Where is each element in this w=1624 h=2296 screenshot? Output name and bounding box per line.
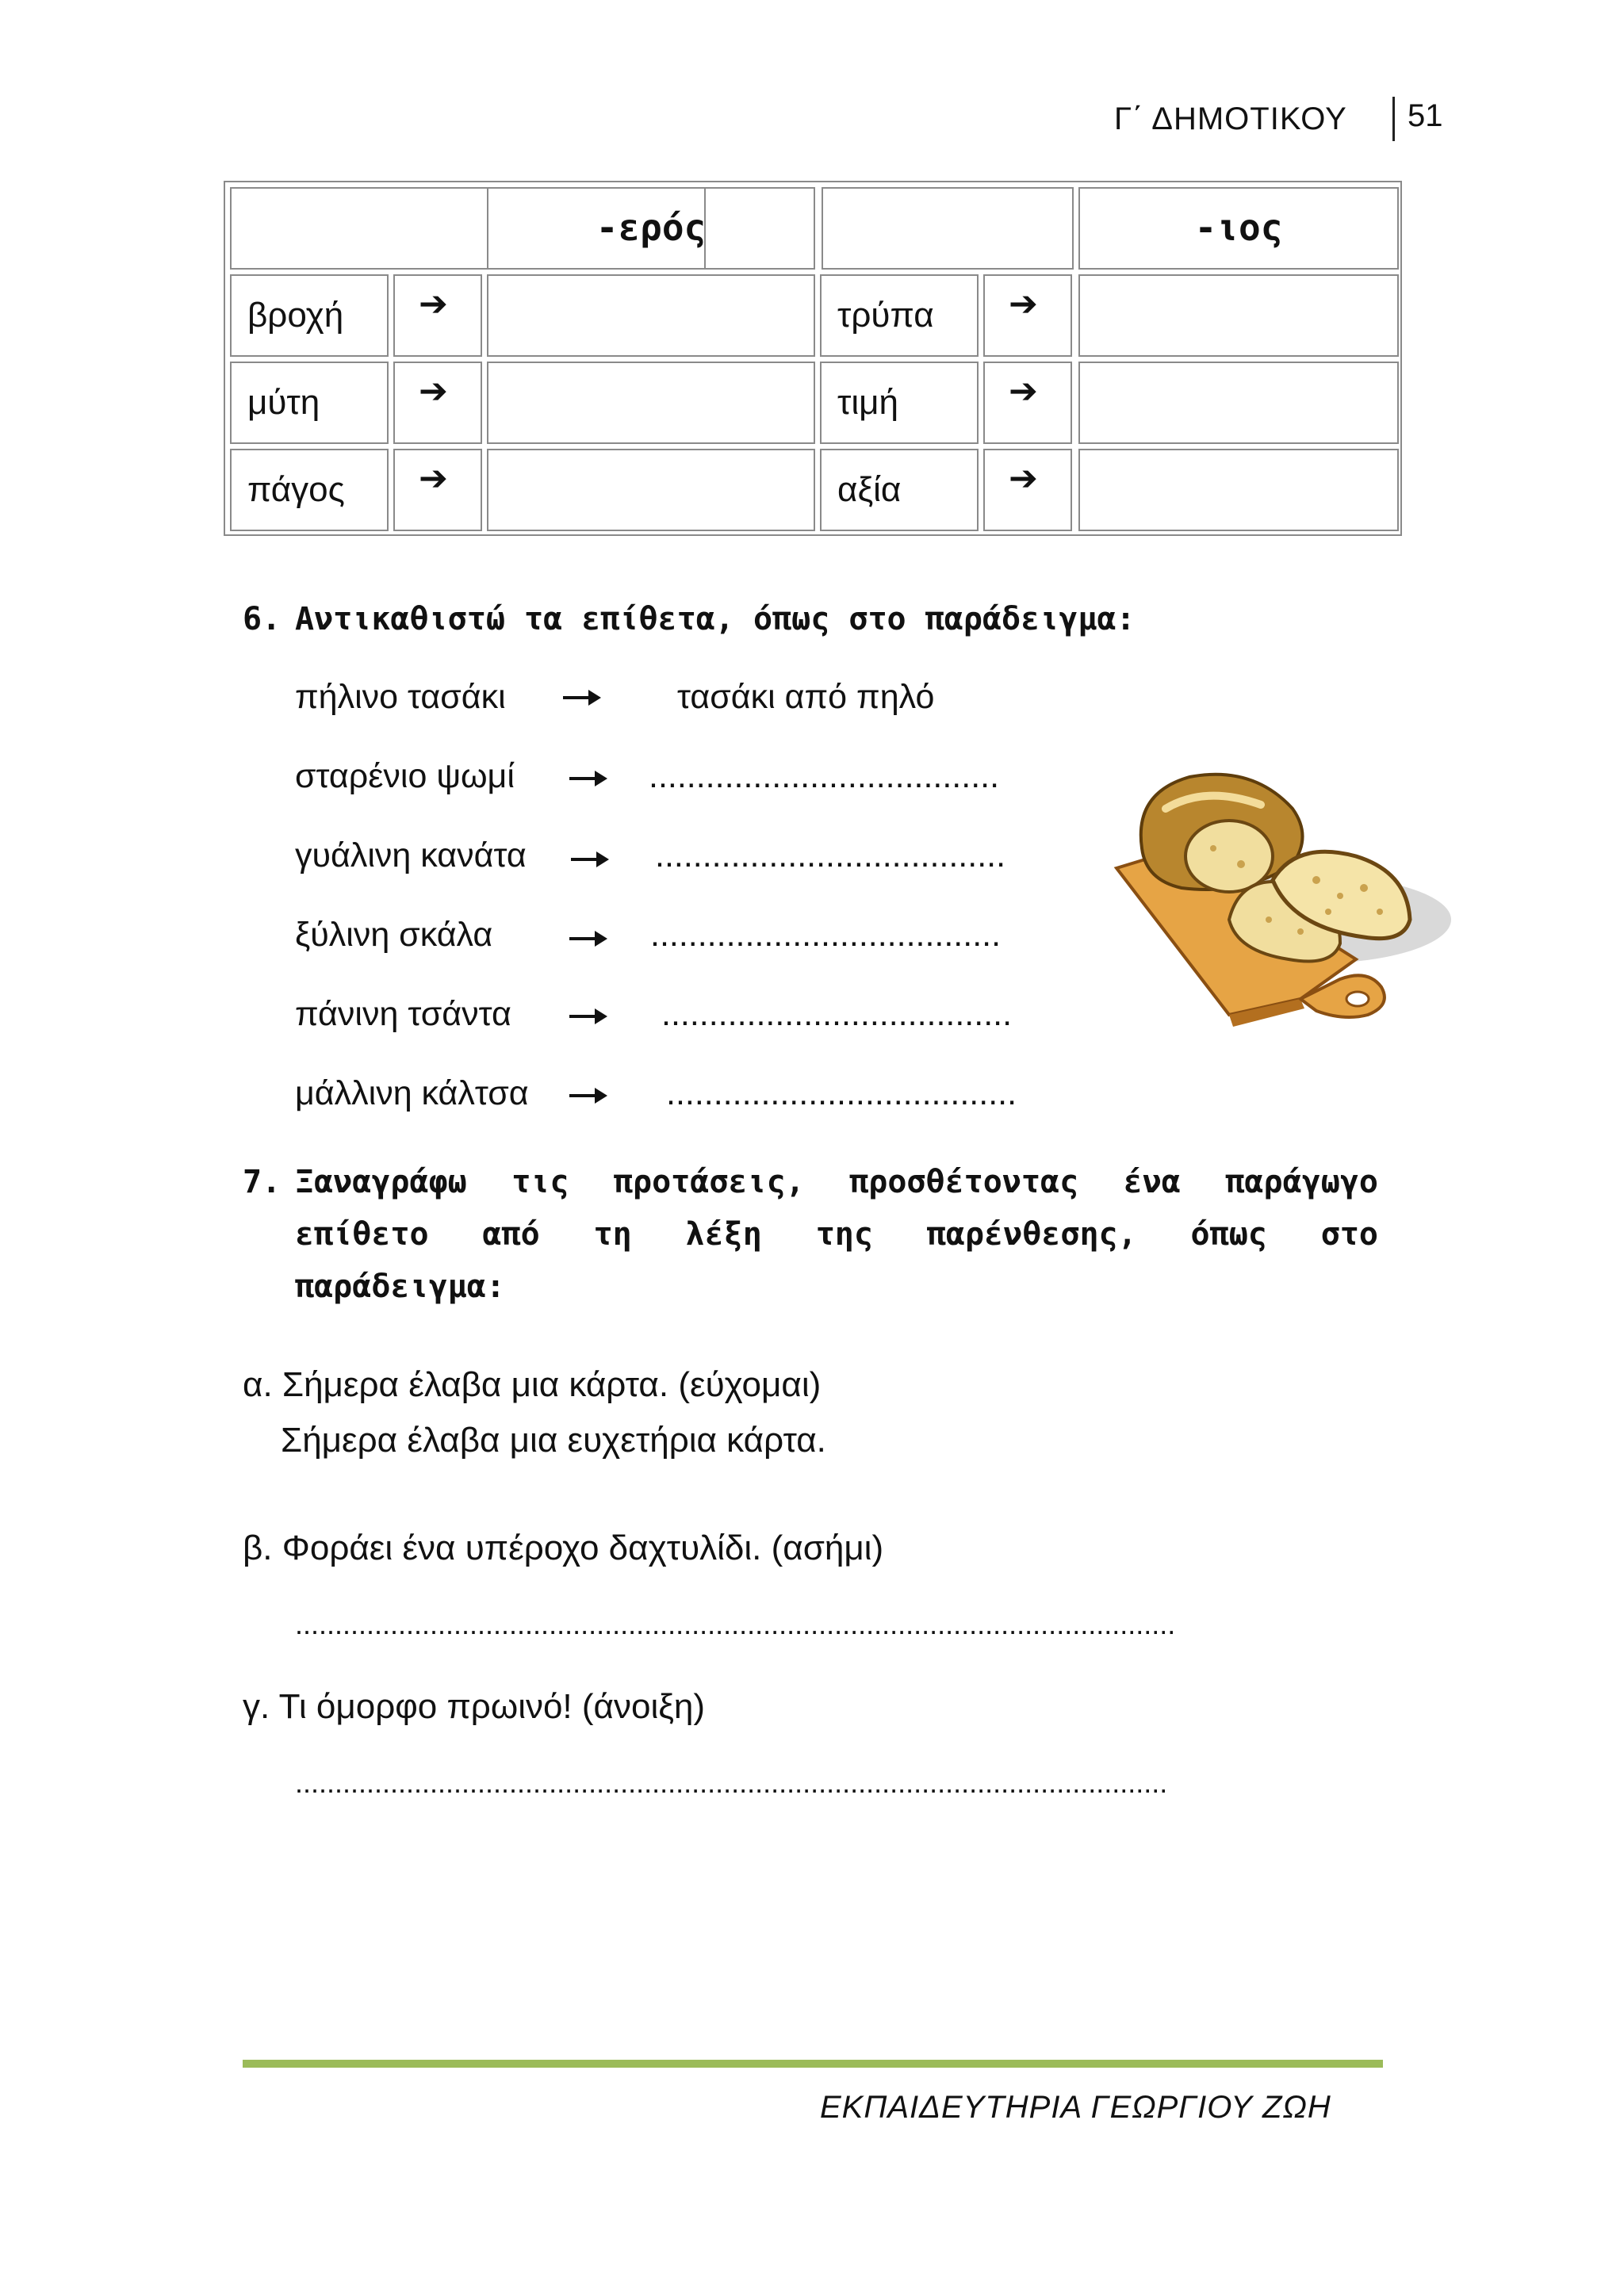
exercise-7-instruction-line: επίθετο από τη λέξη της παρένθεσης, όπως στο — [295, 1216, 1378, 1253]
page-number: 51 — [1408, 98, 1443, 133]
exercise-7-instruction-line: παράδειγμα: — [295, 1269, 505, 1305]
ex6-item — [295, 995, 511, 1043]
arrow-right-icon: ➔ — [1009, 459, 1038, 498]
table-header-empty-right — [822, 187, 1074, 270]
ex6-phrase: γυάλινη κανάτα — [295, 836, 527, 874]
arrow-right-icon — [569, 777, 603, 780]
ex6-answer: τασάκι από πηλό — [677, 678, 935, 716]
ex6-phrase: σταρένιο ψωμί — [295, 757, 515, 795]
ex7-answer-blank-b[interactable]: ............................................................................................................... — [295, 1608, 1176, 1640]
table-cell-answer[interactable] — [487, 362, 815, 444]
arrow-right-icon — [571, 858, 604, 861]
header-divider — [1392, 97, 1395, 141]
ex6-answer-blank[interactable]: ..................................... — [650, 916, 1002, 954]
ex6-answer-blank[interactable]: ..................................... — [655, 836, 1006, 874]
ex7-sentence-c: γ. Τι όμορφο πρωινό! (άνοιξη) — [243, 1687, 706, 1726]
table-cell-answer[interactable] — [1078, 449, 1399, 531]
table-cell-arrow — [393, 362, 482, 444]
table-cell-arrow — [393, 274, 482, 357]
footer-author: ΕΚΠΑΙΔΕΥΤΗΡΙΑ ΓΕΩΡΓΙΟΥ ΖΩΗ — [820, 2090, 1331, 2125]
handle-hole — [1346, 992, 1369, 1006]
table-cell-word: πάγος — [230, 449, 389, 531]
ex6-item — [295, 1074, 529, 1122]
arrow-right-icon — [563, 696, 596, 699]
table-cell-answer[interactable] — [487, 274, 815, 357]
arrow-right-icon: ➔ — [419, 372, 448, 411]
loaf-cut-face — [1185, 821, 1273, 892]
table-cell-arrow — [983, 449, 1072, 531]
ex7-answer-blank-c[interactable]: .............................................................................................................. — [295, 1766, 1168, 1799]
ex6-item — [295, 678, 506, 725]
table-cell-word: βροχή — [230, 274, 389, 357]
ex6-answer-blank[interactable]: ..................................... — [649, 757, 1000, 795]
table-cell-answer[interactable] — [1078, 362, 1399, 444]
ex6-answer-blank[interactable]: ..................................... — [661, 995, 1013, 1033]
ex6-phrase: ξύλινη σκάλα — [295, 916, 493, 954]
bread-on-board-illustration — [1102, 761, 1459, 1047]
ex6-phrase: πήλινο τασάκι — [295, 678, 506, 716]
arrow-right-icon: ➔ — [419, 285, 448, 323]
exercise-7-number: 7. — [243, 1164, 282, 1200]
ex6-item — [295, 836, 527, 884]
table-cell-answer[interactable] — [487, 449, 815, 531]
table-cell-word: αξία — [820, 449, 979, 531]
grade-label: Γ΄ ΔΗΜΟΤΙΚΟΥ — [1114, 101, 1347, 136]
ex6-answer-blank[interactable]: ..................................... — [666, 1074, 1017, 1112]
table-header-eros — [487, 187, 815, 270]
ex6-item — [295, 916, 492, 963]
exercise-6-number: 6. — [243, 601, 282, 637]
table-cell-arrow — [983, 274, 1072, 357]
arrow-right-icon: ➔ — [1009, 285, 1038, 323]
arrow-right-icon — [569, 1015, 603, 1018]
table-header-ios — [1078, 187, 1399, 270]
table-cell-answer[interactable] — [1078, 274, 1399, 357]
arrow-right-icon: ➔ — [419, 459, 448, 498]
exercise-7-instruction-line: Ξαναγράφω τις προτάσεις, προσθέτοντας ένα παράγωγο — [295, 1164, 1378, 1200]
ex6-item — [295, 757, 515, 805]
exercise-6-instruction: Αντικαθιστώ τα επίθετα, όπως στο παράδειγμα: — [295, 601, 1136, 637]
ex7-sentence-b: β. Φοράει ένα υπέροχο δαχτυλίδι. (ασήμι) — [243, 1529, 884, 1567]
ex6-phrase: μάλλινη κάλτσα — [295, 1074, 529, 1112]
table-cell-word: μύτη — [230, 362, 389, 444]
arrow-right-icon: ➔ — [1009, 372, 1038, 411]
header-label: -ιος — [1194, 206, 1283, 249]
header-label: -ερός — [596, 206, 707, 249]
arrow-right-icon — [569, 937, 603, 940]
ex7-answer-a: Σήμερα έλαβα μια ευχετήρια κάρτα. — [281, 1421, 826, 1460]
table-cell-word: τρύπα — [820, 274, 979, 357]
ex7-sentence-a: α. Σήμερα έλαβα μια κάρτα. (εύχομαι) — [243, 1365, 822, 1404]
table-cell-arrow — [983, 362, 1072, 444]
footer-divider — [243, 2060, 1383, 2068]
ex6-phrase: πάνινη τσάντα — [295, 995, 511, 1033]
arrow-right-icon — [569, 1094, 603, 1097]
table-cell-word: τιμή — [820, 362, 979, 444]
table-cell-arrow — [393, 449, 482, 531]
suffix-table — [224, 181, 1402, 536]
